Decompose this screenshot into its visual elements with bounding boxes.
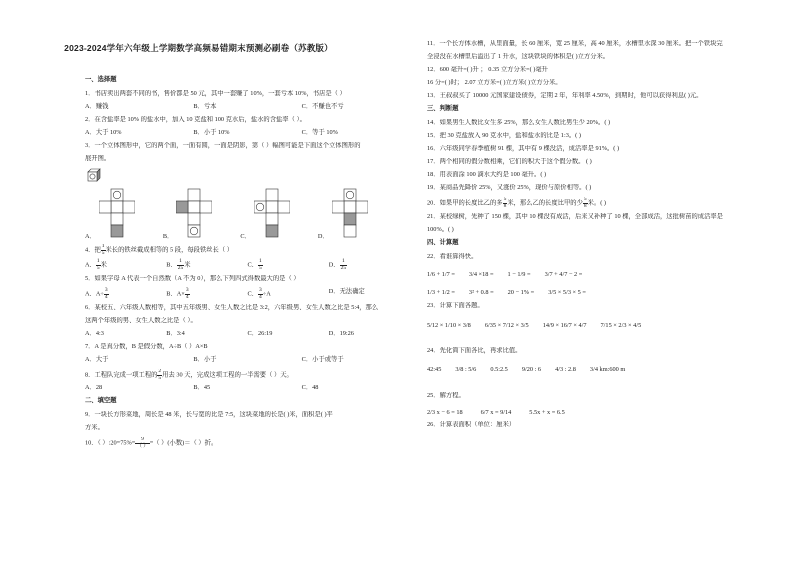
question-13 xyxy=(427,92,767,105)
question-23-row xyxy=(427,315,767,337)
question-21-stem: 21．某校绿树，先种了 150 棵，其中 10 棵没有成活，后来又补种了 10 棵，全部成活，这批树苗的成活率是 xyxy=(427,213,723,220)
question-16: 16．六年级同学春季植树 91 棵，其中有 9 棵没活，成活率是 91%。( ) xyxy=(427,145,620,152)
ratio-item: 42:45 xyxy=(427,366,442,374)
section-choice-heading: 一、选择题 xyxy=(85,76,117,83)
net-a-figure[interactable] xyxy=(99,188,135,240)
equation-item: 2/3 x − 6 = 18 xyxy=(427,409,463,417)
question-11-stem: 11．一个长方体水槽，从里面量，长 60 厘米，宽 25 厘米，高 40 厘米，水槽里水深 30 厘米。把一个铁块完 xyxy=(427,40,723,47)
net-b-figure[interactable] xyxy=(176,188,212,240)
option-d[interactable]: D．无法确定 xyxy=(328,288,365,295)
question-22-row-1 xyxy=(427,266,767,284)
question-13-stem: 13．王叔叔买了 10000 元国家建设债券，定期 2 年，年利率 4.50%，到期时，他可以获得利息( )元。 xyxy=(427,92,703,99)
question-23: 23．计算下面各题。 xyxy=(427,302,484,309)
option-b[interactable]: B． xyxy=(162,232,174,240)
question-6-stem: 6．某校五、六年级人数相等，其中五年级男、女生人数之比是 3:2，六年级男、女生人数之比是 5:4，那么 xyxy=(85,304,379,311)
question-21 xyxy=(427,213,767,239)
option-a[interactable]: A．大于 xyxy=(85,356,109,363)
question-5-stem: 5．如果字母 A 代表一个自然数（A 不为 0），那么下列四式得数最大的是（ ） xyxy=(85,275,300,282)
calc-item: 3/7 + 4/7 − 2 = xyxy=(544,271,583,279)
question-6-stem-2: 这两个年级的男、女生人数之比是（ ）。 xyxy=(85,317,197,324)
option-c[interactable]: C．小于或等于 xyxy=(301,356,344,363)
question-11 xyxy=(427,40,767,66)
question-7 xyxy=(85,343,410,369)
stem-suffix: 米长的铁丝截成相等的 5 段，每段铁丝长（ ） xyxy=(105,246,234,254)
calc-item: 5/12 × 1/10 × 3/8 xyxy=(427,322,471,330)
equation-item: 5.5x + x = 6.5 xyxy=(529,409,565,417)
question-26: 26．计算表面积（单位：厘米） xyxy=(427,421,516,428)
left-column xyxy=(85,76,410,453)
net-d-figure[interactable] xyxy=(332,188,368,240)
option-b[interactable]: B．45 xyxy=(193,384,211,391)
option-d[interactable]: D． xyxy=(317,232,329,240)
net-c-figure[interactable] xyxy=(254,188,290,240)
option-c[interactable]: C．26:19 xyxy=(247,330,273,337)
option-c[interactable]: C．48 xyxy=(301,384,319,391)
section-judge-heading: 三、判断题 xyxy=(427,105,459,112)
option-a[interactable]: A．A÷ $\frac{3}{4}$ xyxy=(85,287,108,300)
option-a[interactable]: A．4:3 xyxy=(85,330,104,337)
right-column xyxy=(427,40,767,434)
calc-item: 14/9 × 16/7 × 4/7 xyxy=(542,322,587,330)
question-7-options xyxy=(85,356,410,369)
question-3-stem: 3．一个立体图形中，它的两个面，一面有圆，一面是阴影，第（ ）幅图可能是下面这个立体图形的 xyxy=(85,142,361,149)
question-24: 24．先化简下面各比，再求比值。 xyxy=(427,347,522,354)
question-5-options xyxy=(85,288,410,304)
ratio-item: 0.5:2.5 xyxy=(490,366,508,374)
question-9-stem: 9．一块长方形菜地，周长是 48 米，长与宽的比是 7:5，这块菜地的长是( )米，面积是( )平 xyxy=(85,411,333,418)
net-options xyxy=(85,184,410,240)
question-8 xyxy=(85,369,410,397)
option-c[interactable]: C． $\frac{3}{4}$ ÷A xyxy=(247,287,271,300)
question-1 xyxy=(85,90,410,116)
calc-item: 1/3 + 1/2 = xyxy=(427,289,455,297)
question-6-options xyxy=(85,330,410,343)
question-22-row-2 xyxy=(427,284,767,302)
option-b[interactable]: B．3:4 xyxy=(166,330,185,337)
equation-item: 6/7 x = 9/14 xyxy=(480,409,512,417)
option-c[interactable]: C．等于 10% xyxy=(301,129,338,136)
option-c[interactable]: C． $\frac{1}{5}$ xyxy=(247,258,262,271)
calc-item: 20 − 1% = xyxy=(507,289,535,297)
question-12 xyxy=(427,66,767,92)
question-6 xyxy=(85,304,410,343)
question-25-row xyxy=(427,405,767,421)
option-a[interactable]: A．大于 10% xyxy=(85,129,122,136)
question-24-row xyxy=(427,360,767,380)
ratio-item: 4/3 : 2.8 xyxy=(555,366,576,374)
question-17: 17．两个相同的假分数相乘，它们的积大于这个假分数。 ( ) xyxy=(427,158,592,165)
stem-prefix: 4．把 xyxy=(85,246,101,254)
question-12-stem-2: 16 分=( )时； 2.07 立方米=( )立方米( )立方分米。 xyxy=(427,79,562,86)
question-12-stem: 12．600 毫升=( )升 ； 0.35 立方分米=( )毫升 xyxy=(427,66,548,73)
calc-item: 7/15 × 2/3 × 4/5 xyxy=(600,322,642,330)
question-3 xyxy=(85,142,410,240)
question-7-stem: 7．A 是真分数，B 是假分数，A÷B（ ）A×B xyxy=(85,343,208,350)
option-b[interactable]: B．小于 10% xyxy=(193,129,230,136)
ratio-item: 3/4 km:600 m xyxy=(589,366,626,374)
question-1-stem: 1．书店卖出两套不同的书，售价都是 50 元，其中一套赚了 10%，一套亏本 10%，书店是（ ） xyxy=(85,90,346,97)
question-20: 20．如果甲的长度比乙的多 $\frac{5}{8}$ 米，那么乙的长度比甲的少 $\frac{5}{8}$ 米。( ) xyxy=(427,197,606,209)
calc-item: 1 − 1/9 = xyxy=(507,271,531,279)
option-b[interactable]: B． $\frac{1}{25}$ 米 xyxy=(166,258,191,271)
numerator: 1 xyxy=(101,244,105,249)
question-11-stem-2: 全浸没在水槽里后溢出了 1 升水，这块铁块的体积是( )立方分米。 xyxy=(427,53,610,60)
cube-figure xyxy=(85,168,410,182)
option-a[interactable]: A． xyxy=(85,232,96,240)
option-d[interactable]: D．19:26 xyxy=(328,330,354,337)
question-18: 18．用表面涂 100 滴水大约是 100 毫升。( ) xyxy=(427,171,547,178)
section-fill-heading: 二、填空题 xyxy=(85,397,117,404)
question-10 xyxy=(85,437,410,453)
option-d[interactable]: D． $\frac{1}{25}$ xyxy=(328,258,347,271)
question-22: 22．看谁算得快。 xyxy=(427,253,478,260)
calc-item: 3/4 ×18 = xyxy=(468,271,494,279)
question-3-stem-2: 展开图。 xyxy=(85,155,111,162)
option-b[interactable]: B．小于 xyxy=(193,356,217,363)
question-25: 25．解方程。 xyxy=(427,392,465,399)
question-4-stem xyxy=(85,244,410,259)
page-title: 2023-2024学年六年级上学期数学高频易错期末预测必刷卷（苏教版） xyxy=(64,43,333,53)
question-9 xyxy=(85,411,410,437)
section-calc-heading: 四、计算题 xyxy=(427,239,459,246)
question-2-options xyxy=(85,129,410,142)
question-8-stem: 8．工程队完成一项工程的 $\frac{2}{5}$ 用去 30 天，完成这项工程的一半需要（ ）天。 xyxy=(85,369,293,381)
question-10-stem: 10．（ ）:20=75%= $\frac{9}{( )}$ =（ ）(小数)＝（ ）折。 xyxy=(85,437,218,449)
calc-item: 6/35 × 7/12 × 3/5 xyxy=(484,322,529,330)
question-19: 19．某商品先降价 25%，又涨价 25%，现价与原价相等。( ) xyxy=(427,184,592,191)
ratio-item: 3/8 : 5/6 xyxy=(455,366,477,374)
option-c[interactable]: C． xyxy=(240,232,251,240)
calc-item: 3/5 × 5/3 × 5 = xyxy=(548,289,586,297)
question-9-stem-2: 方米。 xyxy=(85,424,104,431)
denominator: 5 xyxy=(101,249,105,256)
option-b[interactable]: B．亏本 xyxy=(193,103,217,110)
question-2 xyxy=(85,116,410,142)
option-c[interactable]: C．不赚也不亏 xyxy=(301,103,344,110)
option-a[interactable]: A．28 xyxy=(85,384,103,391)
question-2-stem: 2．在含盐率是 10% 的盐水中，加入 10 克盐和 100 克水后，盐水的含盐率（ ）。 xyxy=(85,116,306,123)
question-14: 14．如果男生人数比女生多 25%，那么女生人数比男生少 20%。( ) xyxy=(427,119,611,126)
question-1-options xyxy=(85,103,410,116)
question-21-stem-2: 100%。( ) xyxy=(427,226,454,233)
option-a[interactable]: A．赚钱 xyxy=(85,103,109,110)
option-b[interactable]: B．A× $\frac{3}{4}$ xyxy=(166,287,189,300)
cube-icon xyxy=(87,168,101,182)
calc-item: 1/6 + 1/7 = xyxy=(427,271,455,279)
question-5 xyxy=(85,275,410,304)
question-4-options xyxy=(85,259,410,275)
calc-item: 3² + 0.8 = xyxy=(468,289,494,297)
question-4 xyxy=(85,244,410,275)
ratio-item: 9/20 : 6 xyxy=(521,366,542,374)
question-15: 15．把 30 克盐放入 90 克水中，盐和盐水的比是 1:3。( ) xyxy=(427,132,581,139)
question-8-options xyxy=(85,384,410,397)
option-a[interactable]: A． $\frac{1}{5}$ 米 xyxy=(85,258,107,271)
